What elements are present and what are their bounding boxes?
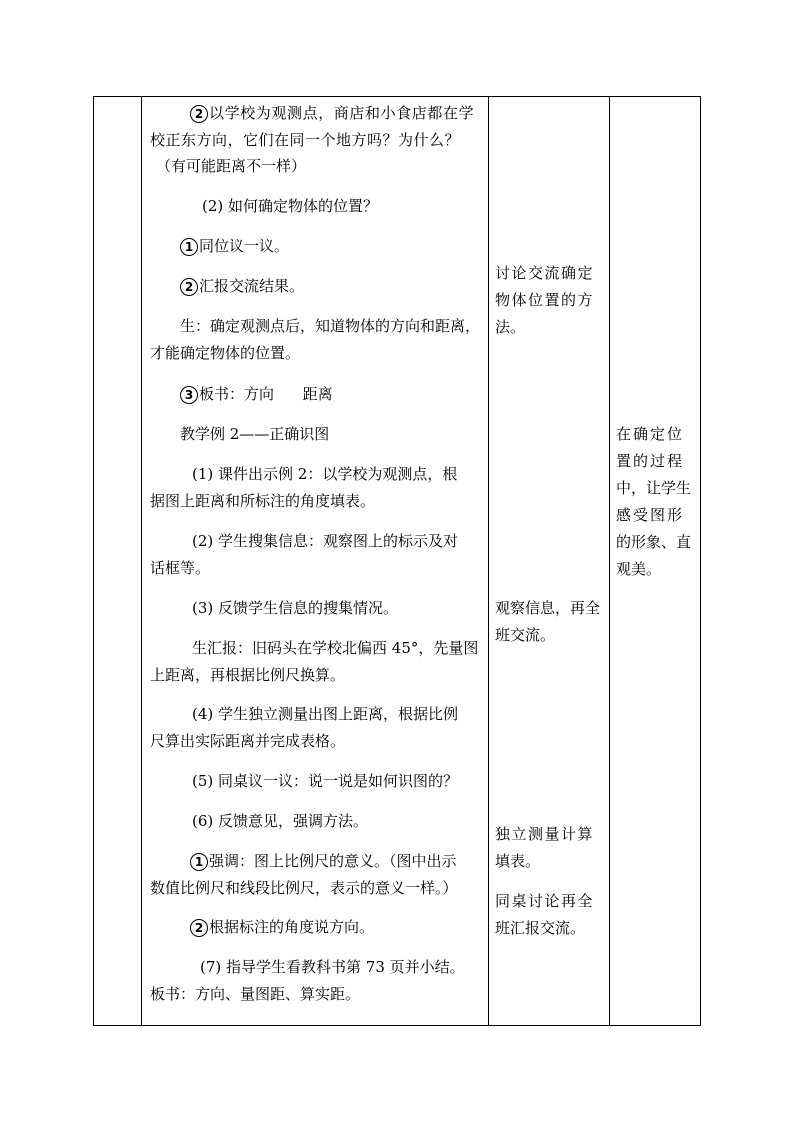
paragraph: 在确定位 xyxy=(616,425,685,443)
paragraph: (4) 学生独立测量出图上距离，根据比例 xyxy=(192,705,459,723)
paragraph: 置的过程 xyxy=(616,452,685,470)
paragraph: 生：确定观测点后，知道物体的方向和距离， xyxy=(180,317,481,335)
paragraph: 法。 xyxy=(495,318,526,336)
paragraph: (2) 学生搜集信息：观察图上的标示及对 xyxy=(192,532,459,550)
circled-number: 1 xyxy=(180,238,198,256)
paragraph: 教学例 2——正确识图 xyxy=(180,425,330,443)
lesson-plan-table xyxy=(93,96,701,1026)
paragraph: 3 板书：方向 距离 xyxy=(180,382,333,406)
blank-cell xyxy=(94,97,140,1025)
circled-number: 2 xyxy=(190,105,208,123)
paragraph: (1) 课件出示例 2：以学校为观测点，根 xyxy=(192,465,458,483)
circled-number: 3 xyxy=(180,386,198,404)
paragraph: （有可能距离不一样） xyxy=(156,157,307,175)
paragraph: 1 同位议一议。 xyxy=(180,234,289,258)
paragraph: 班交流。 xyxy=(495,626,556,644)
paragraph: 上距离，再根据比例尺换算。 xyxy=(150,666,346,684)
paragraph: 话框等。 xyxy=(150,559,211,577)
paragraph: 才能确定物体的位置。 xyxy=(150,344,301,362)
paragraph: 填表。 xyxy=(495,852,541,870)
paragraph: 班汇报交流。 xyxy=(495,919,586,937)
paragraph: 2 以学校为观测点，商店和小食店都在学 xyxy=(190,101,474,125)
paragraph: 观美。 xyxy=(616,560,662,578)
paragraph: 中，让学生 xyxy=(616,479,692,497)
teaching-process-cell xyxy=(142,97,488,1025)
paragraph: 尺算出实际距离并完成表格。 xyxy=(150,732,346,750)
paragraph: 同桌讨论再全 xyxy=(495,892,595,910)
circled-number: 1 xyxy=(190,853,208,871)
paragraph: 板书：方向、量图距、算实距。 xyxy=(150,985,361,1003)
paragraph: 生汇报：旧码头在学校北偏西 45°，先量图 xyxy=(192,639,479,657)
paragraph: 数值比例尺和线段比例尺，表示的意义一样。） xyxy=(150,879,458,897)
student-activity-cell xyxy=(489,97,609,1025)
paragraph: 感受图形 xyxy=(616,506,685,524)
paragraph: (2) 如何确定物体的位置？ xyxy=(202,197,379,215)
paragraph: 2 汇报交流结果。 xyxy=(180,274,304,298)
paragraph: 的形象、直 xyxy=(616,533,692,551)
paragraph: 校正东方向，它们在同一个地方吗？为什么？ xyxy=(150,131,461,149)
paragraph: (3) 反馈学生信息的搜集情况。 xyxy=(192,599,399,617)
paragraph: 物体位置的方 xyxy=(495,291,595,309)
paragraph: (7) 指导学生看教科书第 73 页并小结。 xyxy=(200,958,465,976)
paragraph: 独立测量计算 xyxy=(495,825,595,843)
circled-number: 2 xyxy=(180,278,198,296)
circled-number: 2 xyxy=(190,919,208,937)
paragraph: 据图上距离和所标注的角度填表。 xyxy=(150,492,376,510)
paragraph: 讨论交流确定 xyxy=(495,264,595,282)
paragraph: 观察信息，再全 xyxy=(495,599,601,617)
design-intent-cell xyxy=(610,97,700,1025)
paragraph: 1 强调：图上比例尺的意义。（图中出示 xyxy=(190,849,457,873)
paragraph: 2 根据标注的角度说方向。 xyxy=(190,915,374,939)
paragraph: (6) 反馈意见，强调方法。 xyxy=(192,812,369,830)
paragraph: (5) 同桌议一议：说一说是如何识图的？ xyxy=(192,772,459,790)
